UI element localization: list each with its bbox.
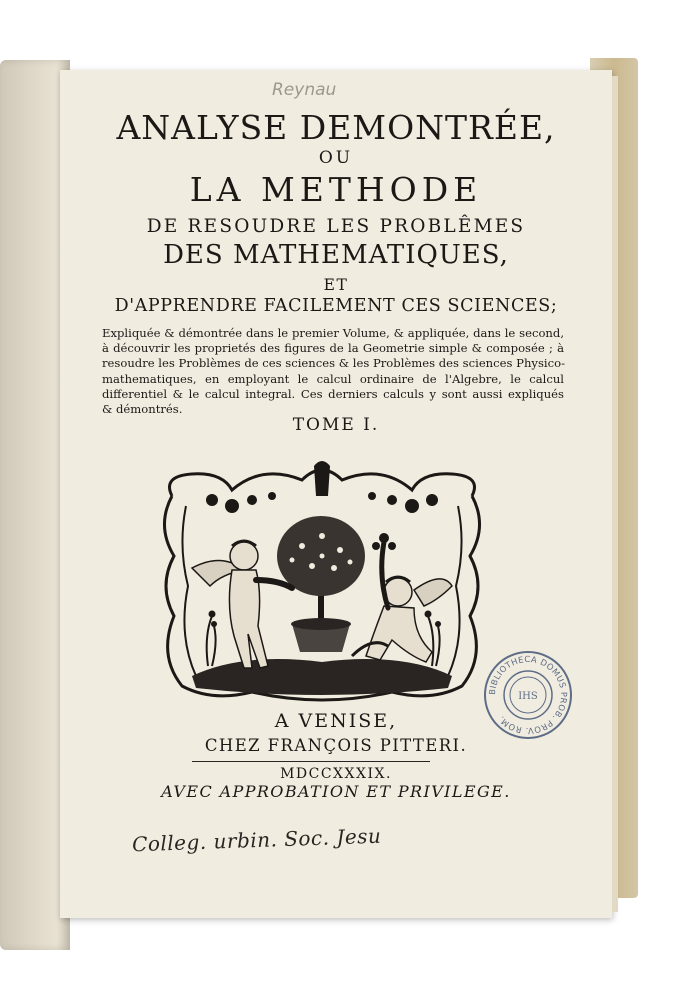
title-line-resoudre: DE RESOUDRE LES PROBLÊMES (146, 216, 526, 237)
description-line: differentiel & le calcul integral. Ces derniers calculs y sont aussi expliqués (102, 386, 564, 401)
description-line: resoudre les Problèmes de ces sciences & les Problèmes des sciences Physico- (102, 356, 566, 371)
stamp-ring-text: BIBLIOTHECA DOMUS PROB. PROV. ROM. (486, 653, 570, 737)
engraved-vignette (152, 456, 492, 712)
imprint-printer: CHEZ FRANÇOIS PITTERI. (204, 736, 468, 755)
ground (192, 659, 452, 695)
title-line-methode: LA METHODE (189, 170, 483, 209)
manuscript-note-bottom: Colleg. urbin. Soc. Jesu (131, 823, 382, 857)
description-line: & démontrés. (102, 402, 183, 417)
description-paragraph (102, 326, 564, 417)
title-line-1: ANALYSE DEMONTRÉE, (116, 108, 556, 147)
title-line-apprendre: D'APPRENDRE FACILEMENT CES SCIENCES; (114, 296, 558, 316)
title-line-mathematiques: DES MATHEMATIQUES, (163, 240, 509, 270)
garland (206, 461, 438, 513)
title-line-ou: OU (318, 148, 354, 168)
imprint-privilege: AVEC APPROBATION ET PRIVILEGE. (161, 782, 511, 801)
library-stamp (482, 649, 574, 741)
imprint-rule (192, 761, 430, 762)
stamp-center-text: IHS (518, 691, 538, 702)
description-line: mathematiques, en employant le calcul ordinaire de l'Algebre, le calcul (102, 371, 564, 386)
description-line: Expliquée & démontrée dans le premier Volume, & appliquée, dans le second, (102, 326, 564, 340)
title-page (60, 70, 612, 918)
imprint-city: A VENISE, (274, 710, 398, 732)
volume-label: TOME I. (292, 415, 380, 435)
title-line-et: ET (323, 276, 349, 294)
imprint-year: MDCCXXXIX. (280, 766, 392, 782)
description-line: à découvrir les proprietés des figures de la Geometrie simple & composée ; à (102, 341, 564, 356)
manuscript-note-top: Reynau (272, 80, 337, 100)
page-edges (612, 76, 618, 912)
